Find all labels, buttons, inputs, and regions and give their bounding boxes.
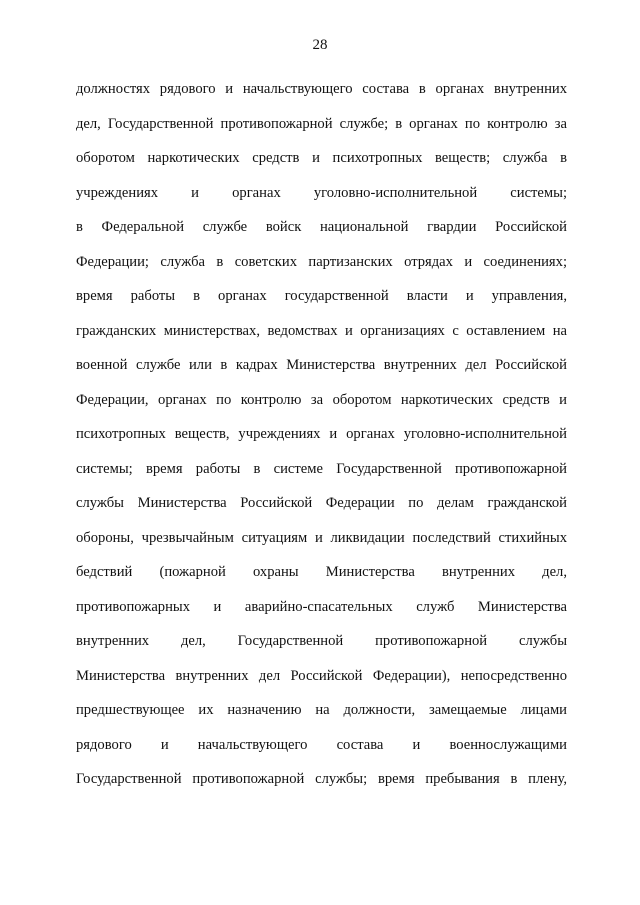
text-line: предшествующее их назначению на должности, замещаемые лицами bbox=[76, 702, 567, 718]
text-line: учреждениях и органах уголовно-исполнительной системы; bbox=[76, 184, 567, 201]
text-line: дел, Государственной противопожарной службе; в органах по контролю за bbox=[76, 115, 567, 132]
text-line: противопожарных и аварийно-спасательных служб Министерства bbox=[76, 598, 567, 615]
text-line: психотропных веществ, учреждениях и органах уголовно-исполнительной bbox=[76, 426, 567, 442]
text-line: оборотом наркотических средств и психотропных веществ; служба в bbox=[76, 150, 567, 166]
body-text bbox=[76, 72, 567, 797]
text-line: время работы в органах государственной власти и управления, bbox=[76, 288, 567, 304]
text-line: службы Министерства Российской Федерации по делам гражданской bbox=[76, 495, 567, 511]
text-line: в Федеральной службе войск национальной гвардии Российской bbox=[76, 219, 567, 235]
text-line: военной службе или в кадрах Министерства внутренних дел Российской bbox=[76, 357, 567, 373]
text-line: Министерства внутренних дел Российской Федерации), непосредственно bbox=[76, 667, 567, 684]
text-line: гражданских министерствах, ведомствах и организациях с оставлением на bbox=[76, 322, 567, 339]
text-line: рядового и начальствующего состава и военнослужащими bbox=[76, 736, 567, 753]
text-line: системы; время работы в системе Государственной противопожарной bbox=[76, 460, 567, 477]
text-line: Федерации; служба в советских партизанских отрядах и соединениях; bbox=[76, 253, 567, 270]
text-line: Государственной противопожарной службы; время пребывания в плену, bbox=[76, 771, 567, 787]
page-number: 28 bbox=[312, 37, 328, 53]
text-line: внутренних дел, Государственной противопожарной службы bbox=[76, 633, 567, 649]
text-line: обороны, чрезвычайным ситуациям и ликвидации последствий стихийных bbox=[76, 529, 567, 546]
text-line: бедствий (пожарной охраны Министерства внутренних дел, bbox=[76, 564, 567, 580]
text-line: Федерации, органах по контролю за оборотом наркотических средств и bbox=[76, 391, 567, 408]
text-line: должностях рядового и начальствующего состава в органах внутренних bbox=[76, 81, 567, 97]
